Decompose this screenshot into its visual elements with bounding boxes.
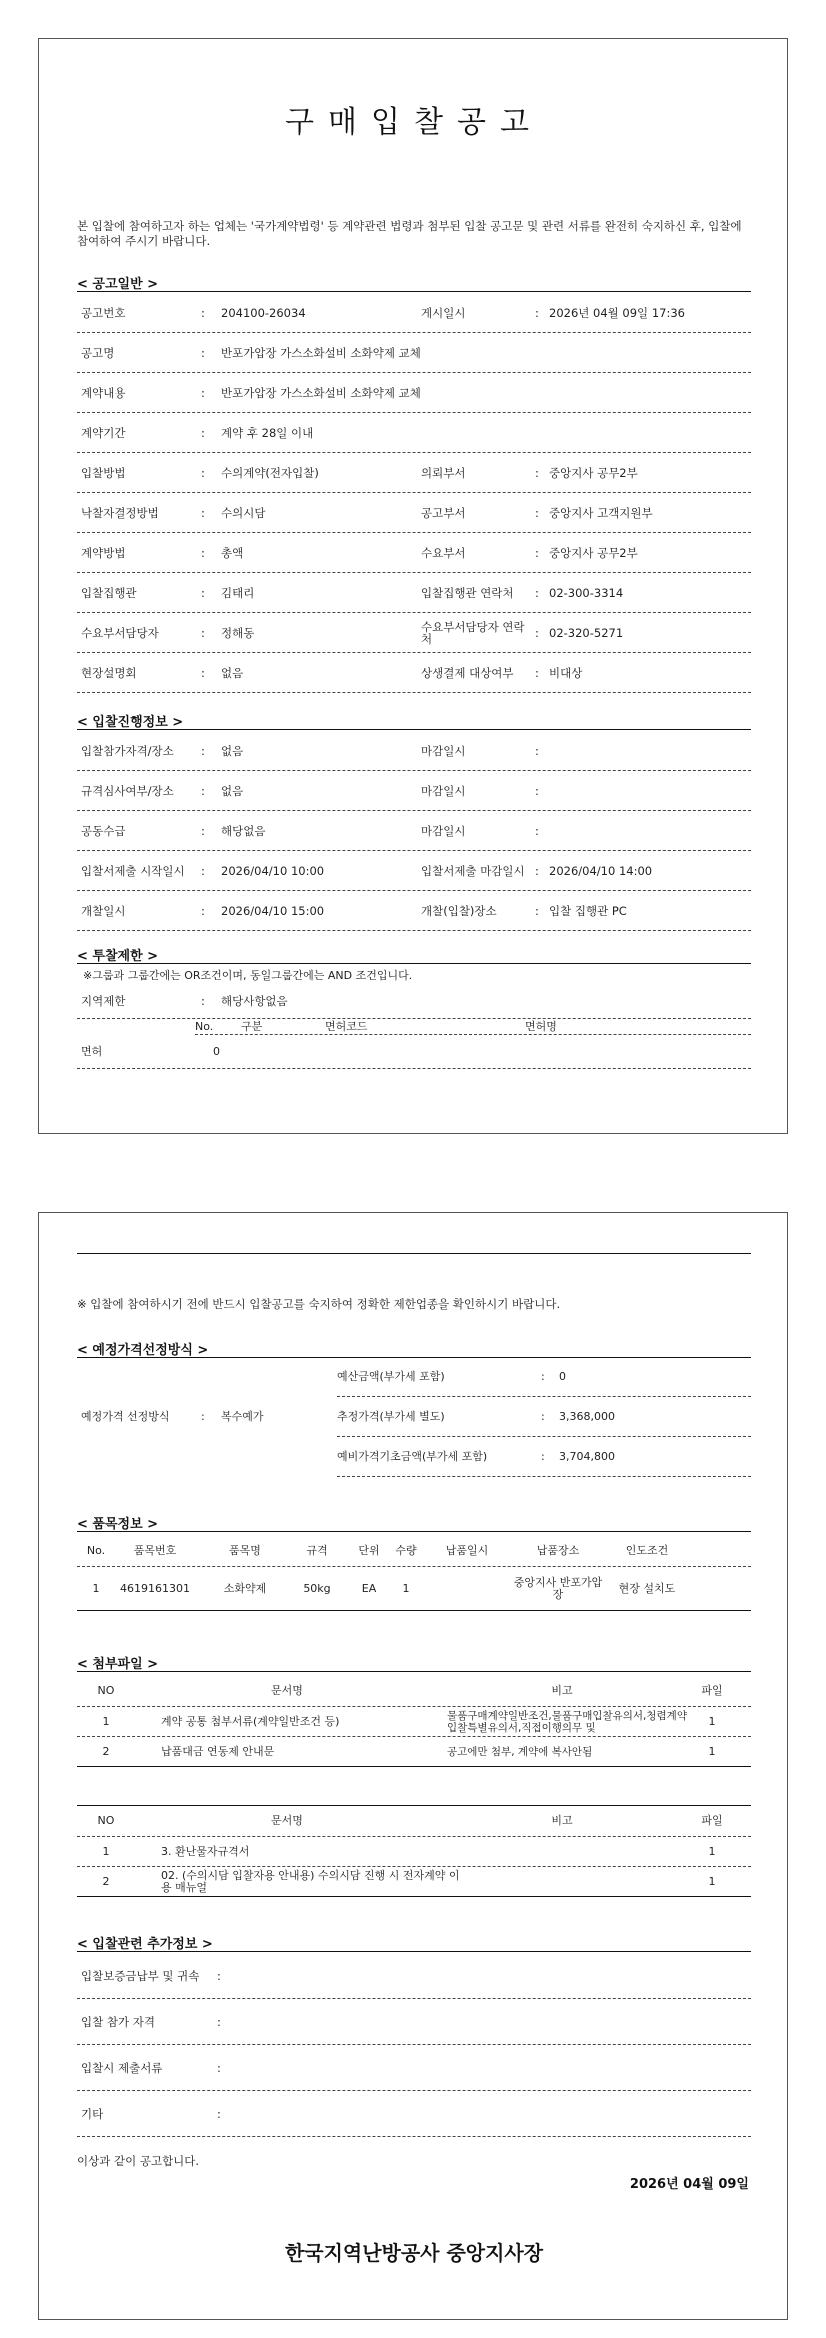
field-label: 낙찰자결정방법 xyxy=(81,506,159,520)
field-value: 02-320-5271 xyxy=(549,626,624,640)
field-value: 없음 xyxy=(221,784,244,798)
separator: : xyxy=(201,546,205,560)
field-value: 김태리 xyxy=(221,586,255,600)
field-value: 없음 xyxy=(221,666,244,680)
section-title-general: < 공고일반 > xyxy=(77,277,159,292)
announcement-date: 2026년 04월 09일 xyxy=(629,2177,749,2192)
closing-text: 이상과 같이 공고합니다. xyxy=(77,2154,200,2168)
items-cell: 1 xyxy=(402,1581,410,1595)
field-label: 계약기간 xyxy=(81,426,126,440)
announcement-page-1 xyxy=(38,38,788,1134)
attachments-cell: 물품구매계약일반조건,물품구매입찰유의서,청렴계약입찰특별유의서,직접이행의무 및 xyxy=(447,1709,687,1734)
region-label: 지역제한 xyxy=(81,994,126,1008)
field-label: 입찰집행관 xyxy=(81,586,137,600)
field-label: 입찰방법 xyxy=(81,466,126,480)
info-row xyxy=(77,373,751,413)
price-value: 0 xyxy=(559,1369,566,1383)
info-row xyxy=(77,413,751,453)
extra-info-row xyxy=(77,1953,751,1999)
info-row xyxy=(77,851,751,891)
items-cell xyxy=(427,1567,507,1610)
attachments-cell: 2 xyxy=(102,1874,110,1888)
separator: : xyxy=(535,666,539,680)
items-header-cell: 인도조건 xyxy=(625,1543,669,1557)
items-header-cell: 품목번호 xyxy=(133,1543,177,1557)
attachments-cell xyxy=(447,1867,687,1896)
license-header-no: No. xyxy=(195,1020,214,1033)
attachments-cell: 납품대금 연동제 안내문 xyxy=(161,1744,275,1758)
table-row xyxy=(77,1567,751,1611)
separator: : xyxy=(201,586,205,600)
attachments-header-cell: NO xyxy=(97,1683,115,1697)
field-value: 입찰 집행관 PC xyxy=(549,904,627,918)
field-value: 수의계약(전자입찰) xyxy=(221,466,319,480)
section-divider xyxy=(77,1951,751,1952)
section-divider xyxy=(77,963,751,964)
section-divider xyxy=(77,1531,751,1532)
items-cell: 50kg xyxy=(303,1581,331,1595)
field-value: 계약 후 28일 이내 xyxy=(221,426,314,440)
separator: : xyxy=(535,784,539,798)
field-label: 규격심사여부/장소 xyxy=(81,784,174,798)
section-divider xyxy=(77,729,751,730)
field-value: 해당없음 xyxy=(221,824,266,838)
region-restriction-row xyxy=(77,983,751,1019)
extra-info-row xyxy=(77,1999,751,2045)
separator: : xyxy=(201,346,205,360)
field-label: 계약방법 xyxy=(81,546,126,560)
items-cell: EA xyxy=(361,1581,377,1595)
table-row xyxy=(77,1837,751,1867)
field-label: 현장설명회 xyxy=(81,666,137,680)
info-row xyxy=(77,573,751,613)
attachments-cell: 1 xyxy=(708,1714,716,1728)
price-method-block xyxy=(77,1357,751,1477)
items-cell: 현장 설치도 xyxy=(618,1581,676,1595)
field-label: 마감일시 xyxy=(421,784,466,798)
field-label: 공고번호 xyxy=(81,306,126,320)
separator: : xyxy=(541,1409,545,1423)
license-row xyxy=(77,1019,751,1069)
top-divider xyxy=(77,1253,751,1254)
separator: : xyxy=(201,506,205,520)
field-label: 상생결제 대상여부 xyxy=(421,666,514,680)
section-divider xyxy=(77,1671,751,1672)
attachments-header-cell: 문서명 xyxy=(271,1814,303,1827)
issuer-signature: 한국지역난방공사 중앙지사장 xyxy=(284,2241,544,2265)
items-cell: 4619161301 xyxy=(120,1581,190,1595)
separator: : xyxy=(201,386,205,400)
field-label: 수요부서담당자 연락처 xyxy=(421,620,525,646)
separator: : xyxy=(217,2015,221,2029)
field-value: 수의시담 xyxy=(221,506,266,520)
restriction-note: ※그룹과 그룹간에는 OR조건이며, 동일그룹간에는 AND 조건입니다. xyxy=(83,969,413,982)
separator: : xyxy=(535,626,539,640)
section-title-items: < 품목정보 > xyxy=(77,1517,159,1532)
attachments-cell xyxy=(447,1837,687,1866)
price-row xyxy=(337,1357,751,1397)
license-value: 0 xyxy=(213,1045,220,1058)
attachments-cell: 1 xyxy=(102,1714,110,1728)
license-header-code: 면허코드 xyxy=(325,1020,368,1033)
field-value xyxy=(549,771,749,811)
field-label: 의뢰부서 xyxy=(421,466,466,480)
items-cell: 소화약제 xyxy=(223,1581,267,1595)
field-label: 수요부서담당자 xyxy=(81,626,159,640)
items-header-cell: 품목명 xyxy=(229,1543,261,1557)
separator: : xyxy=(201,904,205,918)
separator: : xyxy=(201,824,205,838)
license-label: 면허 xyxy=(81,1045,103,1058)
license-header-name: 면허명 xyxy=(525,1020,557,1033)
extra-label: 입찰시 제출서류 xyxy=(81,2061,163,2075)
price-row xyxy=(337,1437,751,1477)
field-value: 204100-26034 xyxy=(221,306,306,320)
section-title-restriction: < 투찰제한 > xyxy=(77,949,159,964)
attachments-cell: 1 xyxy=(708,1844,716,1858)
field-label: 계약내용 xyxy=(81,386,126,400)
price-label: 예비가격기초금액(부가세 포함) xyxy=(337,1449,488,1463)
table-row xyxy=(77,1737,751,1767)
attachments-cell: 2 xyxy=(102,1744,110,1758)
items-header-cell: 수량 xyxy=(395,1543,417,1557)
info-row xyxy=(77,333,751,373)
items-header-row xyxy=(77,1535,751,1567)
separator: : xyxy=(535,506,539,520)
extra-info-row xyxy=(77,2045,751,2091)
separator: : xyxy=(217,2107,221,2121)
separator: : xyxy=(541,1369,545,1383)
attachments-header-cell: 파일 xyxy=(701,1683,723,1697)
field-value: 2026/04/10 14:00 xyxy=(549,864,653,878)
field-value: 없음 xyxy=(221,744,244,758)
attachments-header-cell: NO xyxy=(97,1814,115,1827)
price-value: 3,704,800 xyxy=(559,1449,615,1463)
info-row xyxy=(77,533,751,573)
separator: : xyxy=(201,626,205,640)
field-value: 2026/04/10 15:00 xyxy=(221,904,325,918)
separator: : xyxy=(201,426,205,440)
separator: : xyxy=(201,864,205,878)
field-label: 입찰서제출 마감일시 xyxy=(421,864,525,878)
extra-label: 입찰보증금납부 및 귀속 xyxy=(81,1969,200,1983)
info-row xyxy=(77,731,751,771)
license-header xyxy=(195,1019,751,1035)
field-value: 반포가압장 가스소화설비 소화약제 교체 xyxy=(221,346,421,360)
field-label: 수요부서 xyxy=(421,546,466,560)
attachments-cell: 계약 공통 첨부서류(계약일반조건 등) xyxy=(161,1714,340,1728)
field-value: 02-300-3314 xyxy=(549,586,624,600)
price-method-value: 복수예가 xyxy=(221,1410,264,1423)
field-value: 정해동 xyxy=(221,626,255,640)
separator: : xyxy=(201,744,205,758)
field-value xyxy=(549,731,749,771)
attachments-cell: 3. 환난물자규격서 xyxy=(161,1844,250,1858)
items-header-cell: 납품장소 xyxy=(536,1543,580,1557)
items-header-cell: No. xyxy=(86,1543,106,1557)
info-row xyxy=(77,771,751,811)
items-header-cell: 단위 xyxy=(358,1543,380,1557)
separator: : xyxy=(201,994,205,1008)
separator: : xyxy=(535,864,539,878)
license-header-type: 구분 xyxy=(241,1020,263,1033)
field-label: 공동수급 xyxy=(81,824,126,838)
attachments-header-cell: 비고 xyxy=(551,1683,573,1697)
field-label: 공고명 xyxy=(81,346,115,360)
separator: : xyxy=(201,306,205,320)
price-label: 예산금액(부가세 포함) xyxy=(337,1369,445,1383)
separator: : xyxy=(201,1410,205,1423)
field-label: 마감일시 xyxy=(421,744,466,758)
extra-info-row xyxy=(77,2091,751,2137)
price-value: 3,368,000 xyxy=(559,1409,615,1423)
extra-label: 입찰 참가 자격 xyxy=(81,2015,155,2029)
info-row xyxy=(77,891,751,931)
field-value: 비대상 xyxy=(549,666,583,680)
price-row xyxy=(337,1397,751,1437)
field-label: 게시일시 xyxy=(421,306,466,320)
field-value: 중앙지사 고객지원부 xyxy=(549,506,653,520)
price-method-label: 예정가격 선정방식 xyxy=(81,1410,170,1423)
separator: : xyxy=(535,904,539,918)
attachments-cell: 1 xyxy=(102,1844,110,1858)
attachments-cell: 02. (수의시담 입찰자용 안내용) 수의시담 진행 시 전자계약 이용 매뉴얼 xyxy=(161,1868,460,1894)
table-row xyxy=(77,1707,751,1737)
section-title-progress: < 입찰진행정보 > xyxy=(77,715,184,730)
field-value: 중앙지사 공무2부 xyxy=(549,546,638,560)
info-row xyxy=(77,493,751,533)
items-header-cell: 납품일시 xyxy=(445,1543,489,1557)
info-row xyxy=(77,653,751,693)
price-label: 추정가격(부가세 별도) xyxy=(337,1409,445,1423)
items-cell: 1 xyxy=(92,1581,100,1595)
field-label: 개찰(입찰)장소 xyxy=(421,904,497,918)
items-cell: 중앙지사 반포가압장 xyxy=(513,1575,603,1601)
section-divider xyxy=(77,291,751,292)
field-value: 총액 xyxy=(221,546,244,560)
info-row xyxy=(77,453,751,493)
separator: : xyxy=(217,1969,221,1983)
field-label: 입찰참가자격/장소 xyxy=(81,744,174,758)
attachments-cell: 1 xyxy=(708,1744,716,1758)
field-value: 2026/04/10 10:00 xyxy=(221,864,325,878)
items-header-cell: 규격 xyxy=(306,1543,328,1557)
info-row xyxy=(77,293,751,333)
attachments-cell: 1 xyxy=(708,1874,716,1888)
info-row xyxy=(77,613,751,653)
license-check-notice: ※ 입찰에 참여하시기 전에 반드시 입찰공고를 숙지하여 정확한 제한업종을 확인하시기 바랍니다. xyxy=(77,1297,561,1311)
separator: : xyxy=(535,466,539,480)
field-label: 개찰일시 xyxy=(81,904,126,918)
separator: : xyxy=(201,666,205,680)
separator: : xyxy=(535,744,539,758)
extra-label: 기타 xyxy=(81,2107,104,2121)
page-title: 구매입찰공고 xyxy=(285,105,543,140)
attachments-header-cell: 문서명 xyxy=(271,1683,303,1697)
field-value: 반포가압장 가스소화설비 소화약제 교체 xyxy=(221,386,421,400)
field-value xyxy=(549,811,749,851)
section-title-price: < 예정가격선정방식 > xyxy=(77,1343,209,1358)
separator: : xyxy=(201,466,205,480)
separator: : xyxy=(535,586,539,600)
field-value: 중앙지사 공무2부 xyxy=(549,466,638,480)
attachments-header-row xyxy=(77,1675,751,1707)
field-label: 공고부서 xyxy=(421,506,466,520)
separator: : xyxy=(535,546,539,560)
attachments-header-cell: 파일 xyxy=(701,1814,723,1827)
separator: : xyxy=(535,824,539,838)
table-row xyxy=(77,1867,751,1897)
field-value: 2026년 04월 09일 17:36 xyxy=(549,306,685,320)
field-label: 입찰서제출 시작일시 xyxy=(81,864,185,878)
separator: : xyxy=(541,1449,545,1463)
separator: : xyxy=(217,2061,221,2075)
separator: : xyxy=(535,306,539,320)
attachments-header-cell: 비고 xyxy=(551,1814,573,1827)
section-title-extra: < 입찰관련 추가정보 > xyxy=(77,1937,213,1952)
participation-notice: 본 입찰에 참여하고자 하는 업체는 '국가계약법령' 등 계약관련 법령과 첨부된 입찰 공고문 및 관련 서류를 완전히 숙지하신 후, 입찰에 참여하여 주시기 바랍니다. xyxy=(77,219,742,248)
info-row xyxy=(77,811,751,851)
announcement-page-2 xyxy=(38,1212,788,2320)
separator: : xyxy=(201,784,205,798)
attachments-cell: 공고에만 첨부, 계약에 복사안됨 xyxy=(447,1745,593,1758)
attachments-header-row xyxy=(77,1805,751,1837)
field-label: 입찰집행관 연락처 xyxy=(421,586,514,600)
section-title-attachments: < 첨부파일 > xyxy=(77,1657,159,1672)
field-label: 마감일시 xyxy=(421,824,466,838)
region-value: 해당사항없음 xyxy=(221,994,288,1008)
